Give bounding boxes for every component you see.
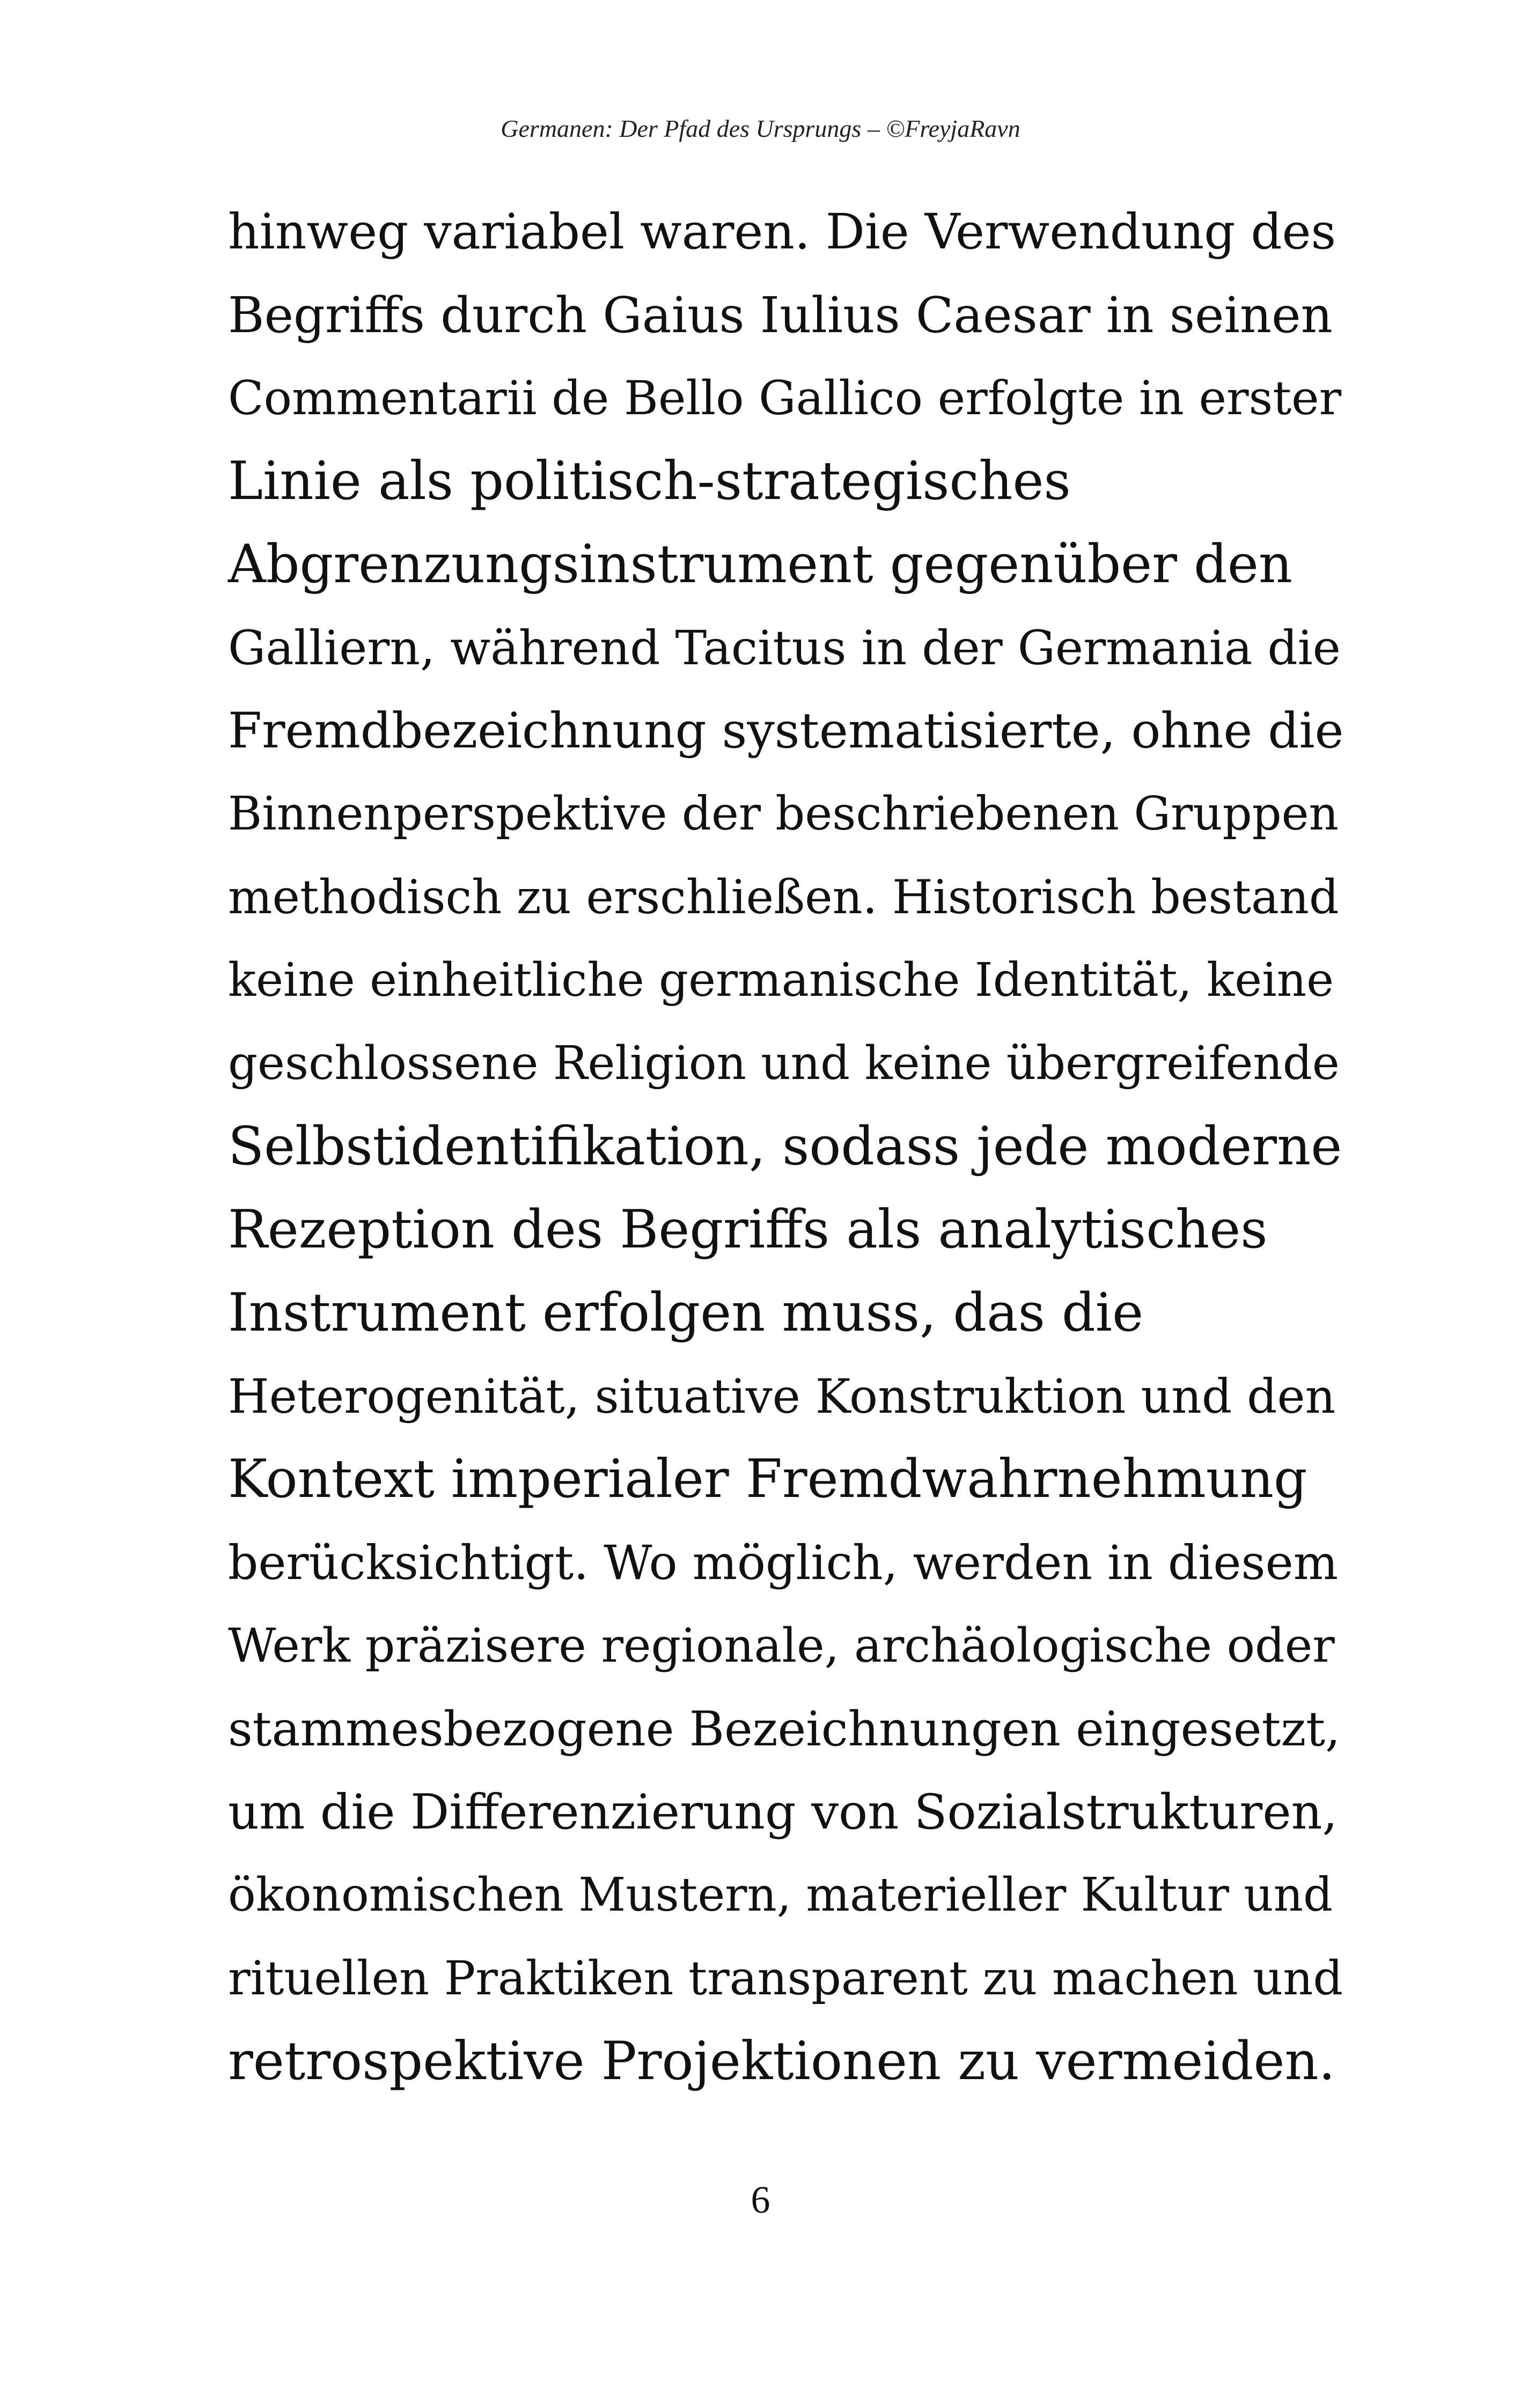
text-line: rituellen Praktiken transparent zu machen und	[228, 1951, 1343, 2006]
text-line: Begriffs durch Gaius Iulius Caesar in seinen	[228, 287, 1333, 344]
text-line: ökonomischen Mustern, materieller Kultur und	[228, 1868, 1333, 1922]
page-number: 6	[751, 2178, 770, 2221]
text-line: Binnenperspektive der beschriebenen Gruppen	[228, 787, 1339, 841]
text-line: Galliern, während Tacitus in der Germania die	[228, 620, 1341, 676]
text-line: geschlossene Religion und keine übergreifende	[228, 1037, 1340, 1090]
text-line: Instrument erfolgen muss, das die	[228, 1282, 1144, 1344]
text-line: Commentarii de Bello Gallico erfolgte in erster	[228, 371, 1342, 425]
text-line: keine einheitliche germanische Identität, keine	[228, 953, 1334, 1007]
text-line: stammesbezogene Bezeichnungen eingesetzt,	[228, 1701, 1341, 1757]
text-line: berücksichtigt. Wo möglich, werden in diesem	[228, 1535, 1339, 1590]
text-line: Rezeption des Begriffs als analytisches	[228, 1199, 1268, 1260]
text-line: Abgrenzungsinstrument gegenüber den	[228, 534, 1293, 595]
text-line: Selbstidentifikation, sodass jede moderne	[228, 1116, 1342, 1177]
text-line: Kontext imperialer Fremdwahrnehmung	[228, 1449, 1307, 1510]
text-line: retrospektive Projektionen zu vermeiden.	[228, 2031, 1335, 2092]
text-line: Heterogenität, situative Konstruktion und den	[228, 1369, 1336, 1424]
body-text	[228, 190, 1344, 2103]
text-line: Werk präzisere regionale, archäologische oder	[228, 1618, 1335, 1673]
text-line: Linie als politisch-strategisches	[228, 451, 1071, 512]
text-line: Fremdbezeichnung systematisierte, ohne die	[228, 703, 1344, 759]
text-line: um die Differenzierung von Sozialstrukturen,	[228, 1784, 1338, 1840]
running-header: Germanen: Der Pfad des Ursprungs – ©FreyjaRavn	[501, 115, 1020, 142]
text-line: hinweg variabel waren. Die Verwendung des	[228, 204, 1336, 260]
text-line: methodisch zu erschließen. Historisch bestand	[228, 870, 1339, 924]
